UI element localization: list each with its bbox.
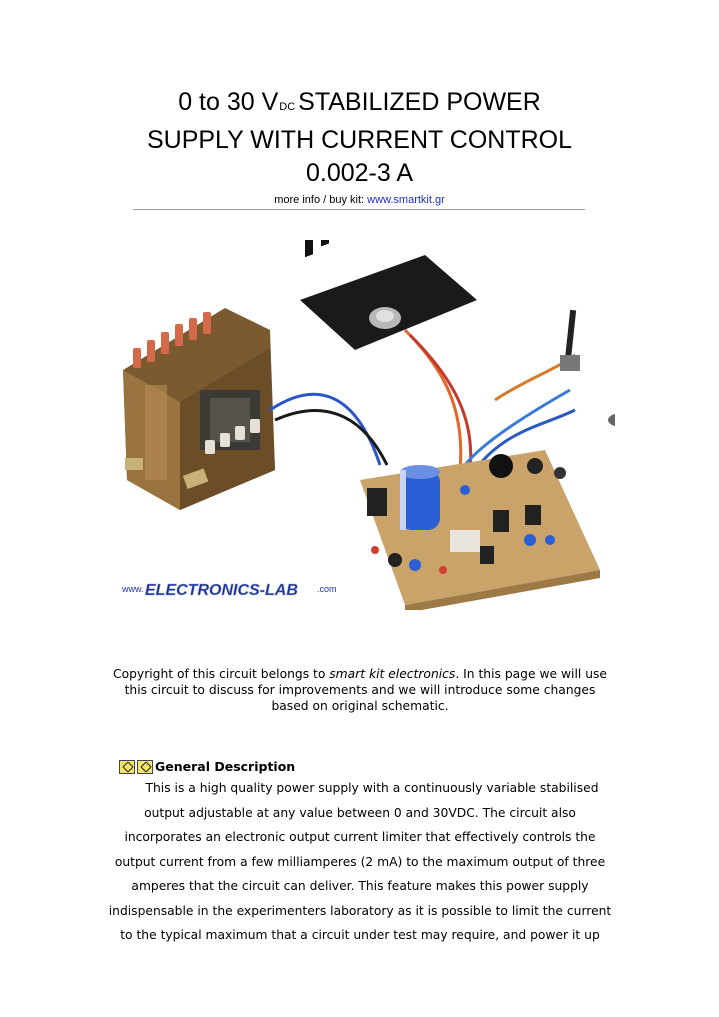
section-title: General Description [155,759,296,774]
pcb-illustration [360,450,600,610]
general-description [103,776,617,948]
section-icons [119,760,153,774]
diamond-icon [137,760,153,774]
description-line: This is a high quality power supply with a continuously variable stabilised [145,781,599,795]
copyright-notice: Copyright of this circuit belongs to smart kit electronics. In this page we will use this circuit to discuss for improvements and we will introduce some changes based on original schematic. [113,667,607,713]
smartkit-link[interactable]: www.smartkit.gr [367,194,445,206]
header-divider [133,209,585,210]
description-line: output current from a few milliamperes (2 mA) to the maximum output of three [114,854,606,869]
description-line: output adjustable at any value between 0 and 30VDC. The circuit also [144,805,576,820]
title-line-2: SUPPLY WITH CURRENT CONTROL [146,126,573,154]
title-line-3: 0.002-3 A [305,159,414,187]
title-line-1: 0 to 30 VDC STABILIZED POWER [178,88,541,116]
description-line: amperes that the circuit can deliver. This feature makes this power supply [131,879,589,893]
more-info [0,194,719,206]
electronics-lab-watermark [121,582,337,599]
watermark-prefix: www. [122,584,144,594]
more-info-label: more info / buy kit: [274,194,368,206]
transformer-illustration [123,308,275,510]
dc-subscript: DC [279,101,296,113]
copyright-owner: smart kit electronics [329,667,456,681]
description-line: incorporates an electronic output current limiter that effectively controls the [124,830,596,844]
watermark-brand: ELECTRONICS-LAB [145,582,298,599]
heatsink-illustration [300,240,477,350]
page-title [0,86,719,190]
capacitor-illustration [400,465,440,530]
section-heading [119,759,295,774]
diamond-icon [119,760,135,774]
power-supply-photo [105,240,615,610]
watermark-suffix: .com [317,584,337,594]
description-line: indispensable in the experimenters laboratory as it is possible to limit the current [108,903,612,918]
description-line: to the typical maximum that a circuit under test may require, and power it up [120,928,600,942]
